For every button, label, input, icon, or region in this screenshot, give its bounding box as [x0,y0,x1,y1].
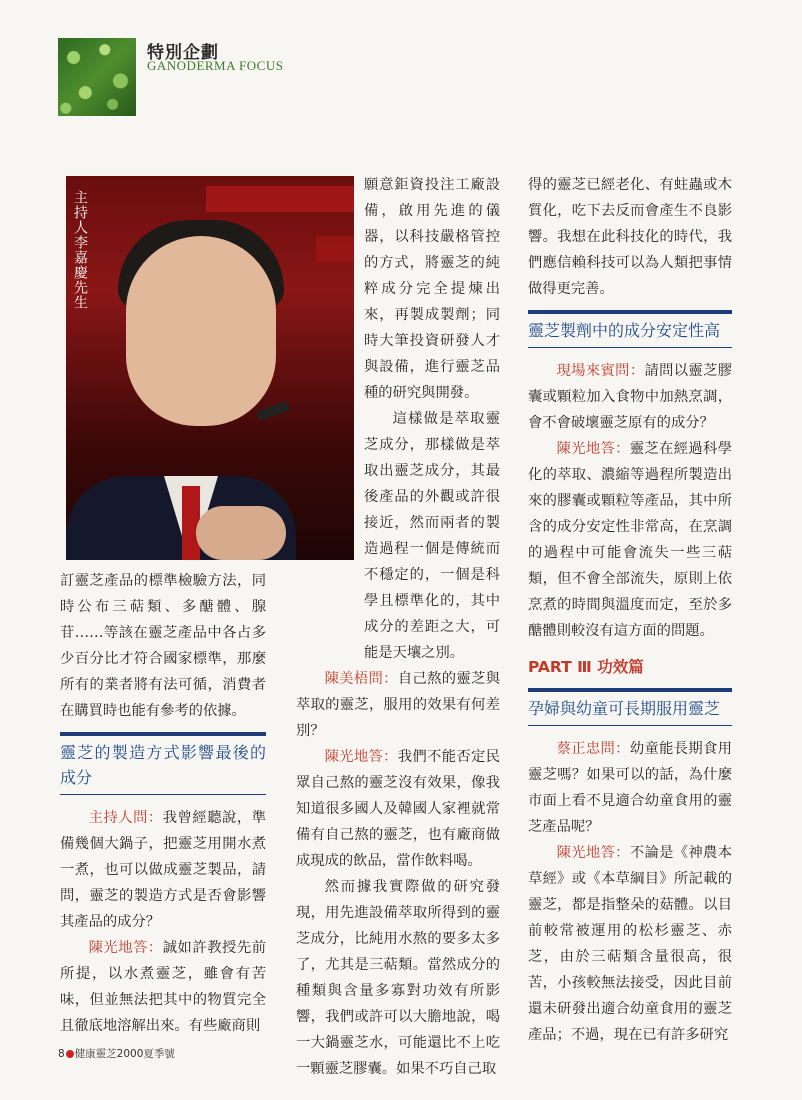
qa-question-chen-mei [296,666,500,744]
photo-hand [196,506,286,560]
qa-question-tsai [528,736,732,840]
footer-publication: 健康靈芝2000夏季號 [74,1048,175,1060]
qa-answer-chen [60,935,266,1039]
photo-microphone [255,400,290,421]
speaker-label: 主持人問： [88,810,163,826]
qa-question-host [60,805,266,935]
answer-text: 我們不能否定民眾自己熬的靈芝沒有效果，像我知道很多國人及韓國人家裡就常備有自己熬的靈芝，也有廠商做成現成的飲品，當作飲料喝。 [296,749,501,869]
column-middle [296,172,500,1082]
header-logo-image [58,38,136,116]
page-footer [58,1046,175,1061]
section-heading-stability: 靈芝製劑中的成分安定性高 [528,310,732,348]
question-text: 自己熬的靈芝與萃取的靈芝，服用的效果有何差別？ [296,671,501,739]
qa-answer-chen [528,840,732,1048]
middle-paragraph-1: 願意鉅資投注工廠設備，啟用先進的儀器，以科技嚴格管控的方式，將靈芝的純粹成分完全提煉出來，再製成製劑；同時大筆投資研發人才與設備，進行靈芝品種的研究與開發。 [364,177,500,401]
question-text: 幼童能長期食用靈芝嗎？如果可以的話，為什麼市面上看不見適合幼童食用的靈芝產品呢？ [528,741,733,835]
section-heading-pregnancy: 孕婦與幼童可長期服用靈芝 [528,688,732,726]
speaker-label: 現場來賓問： [556,363,645,379]
middle-paragraph-3: 然而據我實際做的研究發現，用先進設備萃取所得到的靈芝成分，比純用水熬的要多太多了，尤其是三萜類。當然成分的種類與含量多寡對功效有所影響，我們或許可以大膽地說，喝一大鍋靈芝水，可能還比不上吃一顆靈芝膠囊。如果不巧自己取 [296,879,500,1077]
section-subtitle: GANODERMA FOCUS [147,58,284,73]
speaker-label: 蔡正忠問： [556,741,630,757]
part-label: PART Ⅲ 功效篇 [528,658,644,676]
speaker-label: 陳光地答： [324,749,398,765]
qa-answer-chen [528,436,732,644]
qa-question-guest [528,358,732,436]
page-number: 8 [58,1048,65,1060]
photo-caption: 主持人李嘉慶先生 [72,190,88,310]
speaker-label: 陳光地答： [556,441,630,457]
left-paragraph-1: 訂靈芝產品的標準檢驗方法，同時公布三萜類、多醣體、腺苷……等該在靈芝產品中各占多少百分比才符合國家標準，那麼所有的業者將有法可循，消費者在購買時也能有參考的依據。 [60,573,266,719]
bullet-dot-icon [66,1050,74,1058]
question-text: 我曾經聽說，準備幾個大鍋子，把靈芝用開水煮一煮，也可以做成靈芝製品，請問，靈芝的製造方式是否會影響其產品的成分？ [60,810,266,930]
qa-answer-chen [296,744,500,874]
answer-text: 不論是《神農本草經》或《本草綱目》所記載的靈芝，都是指整朵的菇體。以目前較常被運用的松杉靈芝、赤芝，由於三萜類含量很高，很苦，小孩較無法接受，因此目前還未研發出適合幼童食用的靈芝產品；不過，現在已有許多研究 [528,845,733,1043]
column-left [60,568,266,1039]
section-title: 特別企劃 [147,43,219,63]
right-paragraph-1: 得的靈芝已經老化、有蛀蟲或木質化，吃下去反而會產生不良影響。我想在此科技化的時代，我們應信賴科技可以為人類把事情做得更完善。 [528,177,732,297]
speaker-label: 陳光地答： [556,845,630,861]
column-right [528,172,732,1048]
speaker-label: 陳美梧問： [324,671,398,687]
section-heading-manufacturing: 靈芝的製造方式影響最後的成分 [60,732,266,795]
question-text: 請問以靈芝膠囊或顆粒加入食物中加熱烹調，會不會破壞靈芝原有的成分？ [528,363,733,431]
answer-text: 誠如許教授先前所提，以水煮靈芝，雖會有苦味，但並無法把其中的物質完全且徹底地溶解出來。有些廠商則 [60,940,266,1034]
middle-paragraph-2: 這樣做是萃取靈芝成分，那樣做是萃取出靈芝成分，其最後產品的外觀或許很接近，然而兩者的製造過程一個是傳統而不穩定的，一個是科學且標準化的，其中成分的差距之大，可能是天壤之別。 [364,411,500,661]
photo-face [126,236,276,426]
speaker-label: 陳光地答： [88,940,163,956]
answer-text: 靈芝在經過科學化的萃取、濃縮等過程所製造出來的膠囊或顆粒等產品，其中所含的成分安定性非常高，在烹調的過程中可能會流失一些三萜類，但不會全部流失，原則上依烹煮的時間與溫度而定，至於多醣體則較沒有這方面的問題。 [528,441,733,639]
